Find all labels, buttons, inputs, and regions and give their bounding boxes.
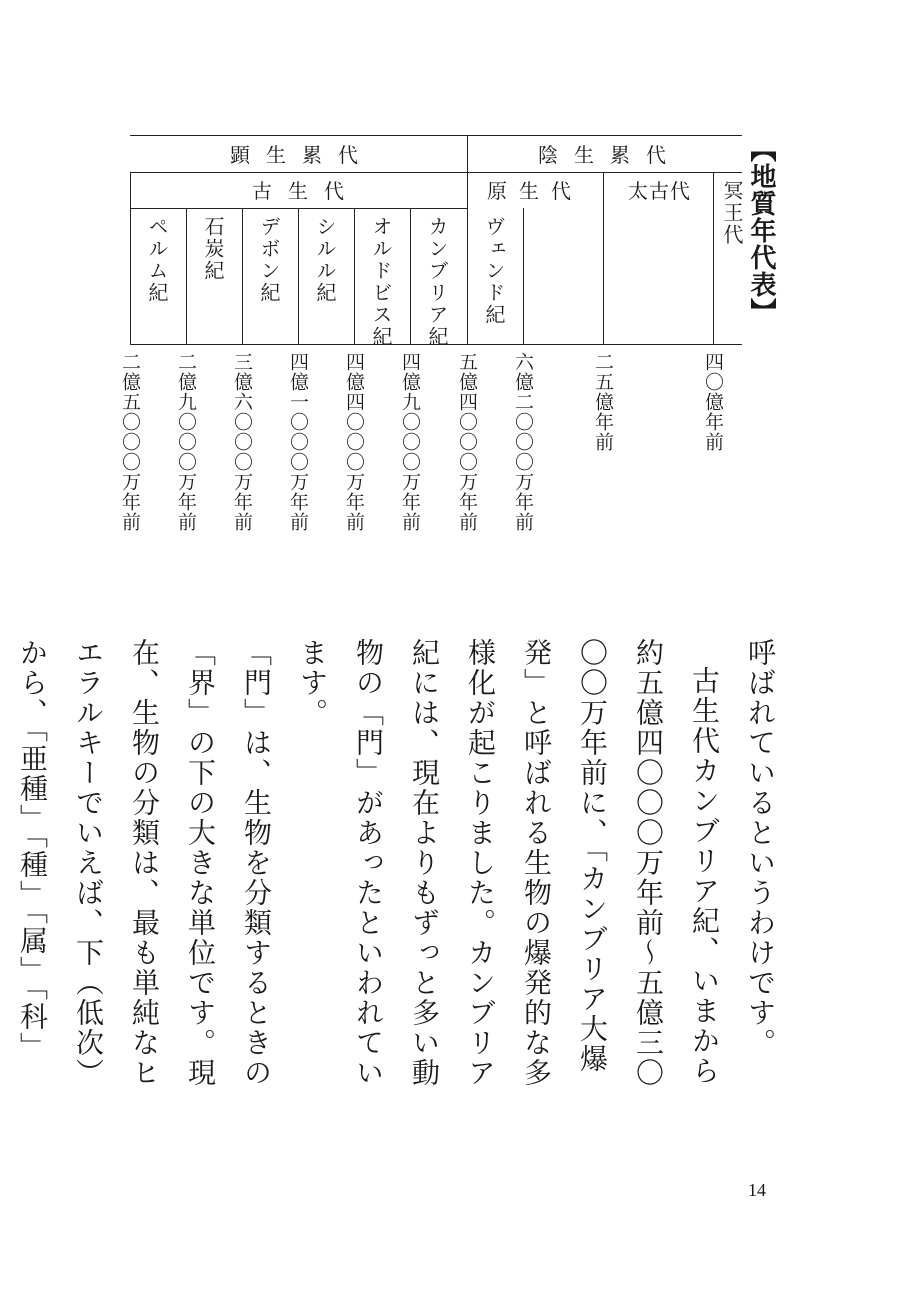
table-rule-era — [130, 208, 468, 209]
page-number: 14 — [748, 1180, 766, 1200]
date-label: 二億五〇〇〇万年前 — [119, 352, 141, 532]
period-vendian: ヴェンド紀 — [482, 216, 506, 326]
period-divider-5 — [410, 208, 411, 344]
table-rule-supereon — [130, 172, 742, 173]
archean-divider — [603, 172, 604, 344]
period-divider-4 — [354, 208, 355, 344]
era-archean: 太古代 — [628, 179, 691, 203]
supereon-cryptozoic: 陰生累代 — [538, 143, 682, 167]
table-left-border — [130, 172, 131, 344]
body-paragraph: 「門」は、生物を分類するときの「界」の下の大きな単位です。現在、生物の分類は、最も単純なヒエラルキーでいえば、下（低次）から、「亜種」「種」「属」「科」 — [16, 638, 273, 1088]
table-top-rule — [130, 135, 742, 136]
era-hadean: 冥王代 — [720, 180, 744, 246]
hadean-divider — [713, 172, 714, 344]
date-label: 四億九〇〇〇万年前 — [399, 352, 421, 532]
date-label: 四億一〇〇〇万年前 — [287, 352, 309, 532]
supereon-phanerozoic: 顕生累代 — [230, 143, 374, 167]
period-carboniferous: 石炭紀 — [201, 216, 225, 282]
date-label: 四億四〇〇〇万年前 — [343, 352, 365, 532]
date-label: 三億六〇〇〇万年前 — [231, 352, 253, 532]
period-permian: ペルム紀 — [145, 216, 169, 304]
era-paleozoic: 古生代 — [252, 179, 360, 203]
supereon-divider — [467, 135, 468, 344]
date-label: 六億二〇〇〇万年前 — [512, 352, 534, 532]
period-divider-2 — [242, 208, 243, 344]
period-divider-1 — [186, 208, 187, 344]
era-proterozoic: 原生代 — [487, 179, 583, 203]
date-label: 四〇億年前 — [702, 352, 724, 452]
period-silurian: シルル紀 — [313, 216, 337, 304]
table-title: 【地質年代表】 — [746, 136, 776, 325]
body-paragraph: 古生代カンブリア紀、いまから約五億四〇〇〇万年前～五億三〇〇〇万年前に、「カンブリア大爆発」と呼ばれる生物の爆発的な多様化が起こりました。カンブリア紀には、現在よりもずっと多い動物の「門」があったといわれています。 — [296, 638, 721, 1088]
date-label: 二五億年前 — [592, 352, 614, 452]
period-cambrian: カンブリア紀 — [425, 216, 449, 348]
body-paragraph: 呼ばれているというわけです。 — [744, 638, 777, 1058]
period-divider-3 — [298, 208, 299, 344]
date-label: 五億四〇〇〇万年前 — [456, 352, 478, 532]
period-devonian: デボン紀 — [257, 216, 281, 304]
body-text — [16, 638, 788, 1098]
period-ordovician: オルドビス紀 — [369, 216, 393, 348]
proterozoic-divider — [523, 208, 524, 344]
date-label: 二億九〇〇〇万年前 — [175, 352, 197, 532]
